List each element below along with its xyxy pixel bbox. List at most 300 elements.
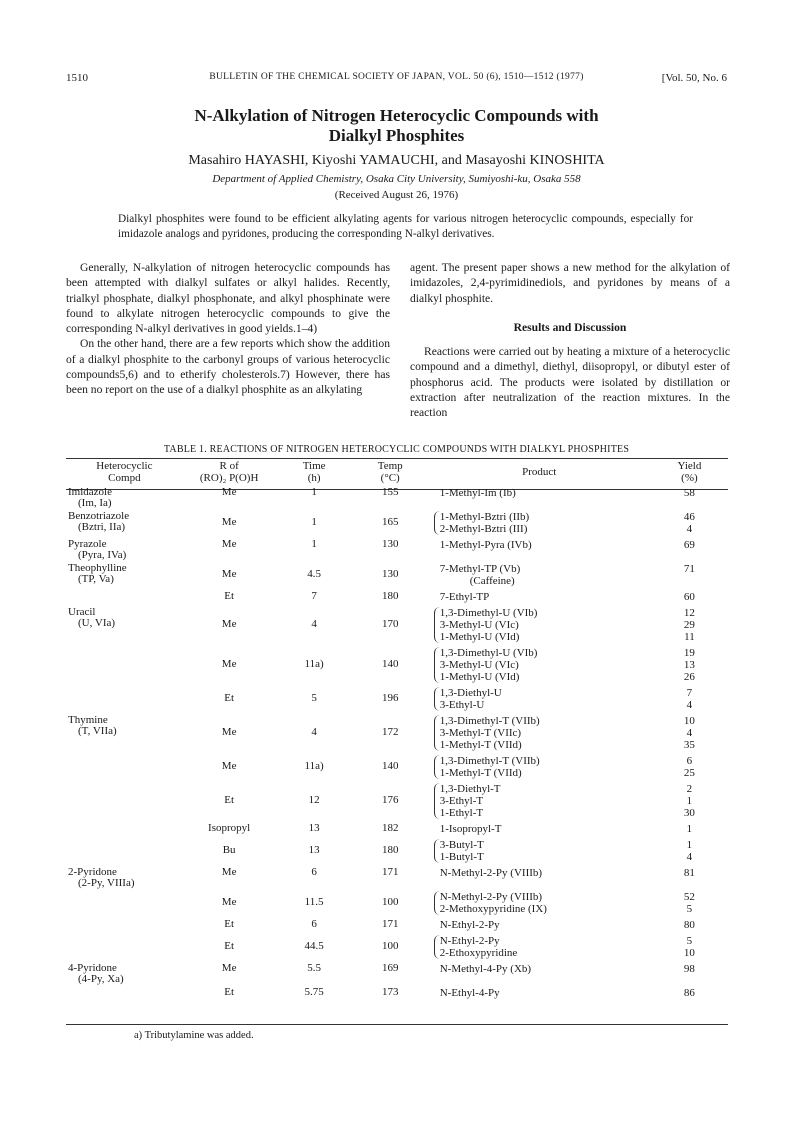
product-name: N-Ethyl-2-Py (439, 919, 500, 931)
yield-value: 35 (683, 739, 695, 751)
time-cell (276, 782, 353, 822)
product-cell (428, 606, 651, 646)
product-single (430, 823, 649, 835)
compound-cell (66, 962, 183, 986)
product-cell (428, 782, 651, 822)
paragraph: agent. The present paper shows a new method for the alkylation of imidazoles, 2,4-pyrimidinediols, and pyridones by means of a dialkyl phosphite. (410, 261, 730, 305)
yield-value: 4 (686, 727, 693, 739)
product-name: 1-Butyl-T (439, 851, 484, 863)
time-cell (276, 838, 353, 866)
r-group-value: Me (221, 538, 237, 550)
compound-cell (66, 782, 183, 822)
compound-abbrev: (Pyra, IVa) (78, 549, 127, 561)
product-name: 7-Ethyl-TP (439, 591, 490, 603)
product-cell (428, 866, 651, 890)
yield-value: 4 (686, 851, 693, 863)
table-header (66, 460, 728, 486)
product-name: 7-Methyl-TP (Vb) (439, 563, 521, 575)
yield-cell (651, 646, 728, 686)
compound-name: Benzotriazole (68, 510, 130, 522)
col-header-yield: Yield (%) (677, 460, 702, 484)
yield-value: 7 (686, 687, 693, 699)
time-value: 13 (308, 822, 320, 834)
temp-value: 100 (381, 896, 399, 908)
product-single (430, 563, 649, 587)
r-group-cell (183, 890, 276, 918)
r-group-value: Et (224, 794, 235, 806)
r-group-value: Et (224, 692, 235, 704)
product-cell (428, 918, 651, 934)
table-row (66, 822, 728, 838)
left-column (66, 260, 390, 398)
product-name: 1,3-Dimethyl-U (VIb) (439, 607, 538, 619)
temp-value: 140 (381, 760, 399, 772)
product-name: 3-Ethyl-T (439, 795, 484, 807)
col-header-product: Product (522, 466, 557, 478)
table-row (66, 590, 728, 606)
product-group (434, 687, 649, 711)
yield-value: 6 (686, 755, 693, 767)
product-single (430, 487, 649, 499)
r-group-cell (183, 866, 276, 890)
product-name: 1-Methyl-Bztri (IIb) (439, 511, 530, 523)
yield-value: 52 (683, 891, 695, 903)
temp-cell (353, 918, 428, 934)
r-group-cell (183, 918, 276, 934)
r-group-cell (183, 538, 276, 562)
time-cell (276, 890, 353, 918)
yield-value: 58 (683, 487, 695, 499)
compound-cell (66, 890, 183, 918)
yield-value: 5 (686, 935, 693, 947)
product-name: N-Methyl-2-Py (VIIIb) (439, 891, 543, 903)
product-name: 1-Methyl-T (VIId) (439, 739, 522, 751)
temp-value: 130 (381, 568, 399, 580)
product-group (434, 647, 649, 683)
temp-cell (353, 822, 428, 838)
product-group (434, 607, 649, 643)
product-name: 3-Methyl-T (VIIc) (439, 727, 522, 739)
yield-cell (651, 962, 728, 986)
table-row (66, 934, 728, 962)
reactions-table (66, 460, 728, 1002)
yield-value: 10 (683, 715, 695, 727)
time-cell (276, 686, 353, 714)
yield-cell (651, 562, 728, 590)
product-cell (428, 562, 651, 590)
time-value: 7 (311, 590, 317, 602)
compound-abbrev: (U, VIa) (78, 617, 116, 629)
time-value: 5.5 (307, 962, 321, 974)
yield-cell (651, 606, 728, 646)
table-caption: TABLE 1. REACTIONS OF NITROGEN HETEROCYCLIC COMPOUNDS WITH DIALKYL PHOSPHITES (163, 444, 630, 455)
temp-value: 170 (381, 618, 399, 630)
r-group-cell (183, 986, 276, 1002)
r-group-cell (183, 510, 276, 538)
r-group-cell (183, 714, 276, 754)
compound-abbrev: (Im, Ia) (78, 497, 112, 509)
temp-value: 176 (381, 794, 399, 806)
product-name: 1,3-Diethyl-T (439, 783, 501, 795)
yield-value: 2 (686, 783, 693, 795)
compound-cell (66, 918, 183, 934)
yield-value: 1 (686, 839, 693, 851)
temp-cell (353, 538, 428, 562)
yield-cell (651, 934, 728, 962)
temp-value: 196 (381, 692, 399, 704)
compound-cell (66, 714, 183, 754)
compound-cell (66, 838, 183, 866)
paragraph: Reactions were carried out by heating a mixture of a heterocyclic compound and a dimethyl, diethyl, diisopropyl, or dibutyl ester of phosphorus acid. The products were isolated by distillation or extraction after neutralization of the reaction mixtures. In the reaction (410, 345, 730, 420)
product-single (430, 591, 649, 603)
temp-cell (353, 486, 428, 510)
compound-cell (66, 866, 183, 890)
product-cell (428, 838, 651, 866)
compound-abbrev: (4-Py, Xa) (78, 973, 124, 985)
col-header-temp: Temp (°C) (377, 460, 403, 484)
journal-header: BULLETIN OF THE CHEMICAL SOCIETY OF JAPAN, VOL. 50 (6), 1510—1512 (1977) (209, 72, 584, 82)
yield-cell (651, 510, 728, 538)
r-group-value: Me (221, 618, 237, 630)
table-row (66, 838, 728, 866)
temp-value: 155 (381, 486, 399, 498)
table-row (66, 986, 728, 1002)
product-cell (428, 934, 651, 962)
r-group-cell (183, 562, 276, 590)
product-name: 3-Methyl-U (VIc) (439, 619, 519, 631)
yield-cell (651, 590, 728, 606)
yield-cell (651, 918, 728, 934)
r-group-value: Et (224, 918, 235, 930)
table-body (66, 486, 728, 1002)
time-cell (276, 562, 353, 590)
time-cell (276, 486, 353, 510)
temp-value: 172 (381, 726, 399, 738)
table-row (66, 486, 728, 510)
yield-cell (651, 866, 728, 890)
compound-cell (66, 510, 183, 538)
time-value: 4.5 (307, 568, 321, 580)
yield-value: 69 (683, 539, 695, 551)
product-cell (428, 646, 651, 686)
r-group-value: Isopropyl (208, 822, 251, 834)
compound-cell (66, 646, 183, 686)
yield-value: 81 (683, 867, 695, 879)
compound-cell (66, 562, 183, 590)
product-cell (428, 890, 651, 918)
table-row (66, 918, 728, 934)
product-name: N-Ethyl-2-Py (439, 935, 500, 947)
compound-name: Theophylline (68, 562, 127, 574)
abstract: Dialkyl phosphites were found to be efficient alkylating agents for various nitrogen heterocyclic compounds, especially for imidazole analogs and pyridones, producing the corresponding N-alkyl derivatives. (118, 213, 693, 240)
compound-cell (66, 822, 183, 838)
product-name: 1-Ethyl-T (439, 807, 484, 819)
table-row (66, 962, 728, 986)
product-name: 1,3-Dimethyl-U (VIb) (439, 647, 538, 659)
product-name: 1-Methyl-Im (Ib) (439, 487, 516, 499)
product-cell (428, 510, 651, 538)
yield-value: 26 (683, 671, 695, 683)
time-value: 44.5 (304, 940, 324, 952)
time-cell (276, 538, 353, 562)
compound-name: Uracil (68, 606, 96, 618)
authors: Masahiro HAYASHI, Kiyoshi YAMAUCHI, and Masayoshi KINOSHITA (188, 153, 605, 168)
table-row (66, 714, 728, 754)
table-row (66, 646, 728, 686)
time-value: 1 (311, 486, 317, 498)
product-group (434, 839, 649, 863)
time-value: 1 (311, 538, 317, 550)
table-row (66, 686, 728, 714)
article-title-line1: N-Alkylation of Nitrogen Heterocyclic Compounds with (194, 106, 599, 125)
time-value: 1 (311, 516, 317, 528)
compound-abbrev: (TP, Va) (78, 573, 114, 585)
time-value: 6 (311, 866, 317, 878)
temp-cell (353, 646, 428, 686)
product-name: (Caffeine) (469, 575, 515, 587)
time-value: 5 (311, 692, 317, 704)
product-name: 2-Methyl-Bztri (III) (439, 523, 528, 535)
temp-cell (353, 934, 428, 962)
temp-value: 130 (381, 538, 399, 550)
product-name: 1-Isopropyl-T (439, 823, 502, 835)
temp-value: 165 (381, 516, 399, 528)
time-cell (276, 918, 353, 934)
yield-value: 98 (683, 963, 695, 975)
product-group (434, 891, 649, 915)
table-row (66, 866, 728, 890)
product-name: N-Methyl-4-Py (Xb) (439, 963, 532, 975)
time-cell (276, 714, 353, 754)
time-cell (276, 646, 353, 686)
time-cell (276, 754, 353, 782)
product-cell (428, 754, 651, 782)
r-group-value: Et (224, 986, 235, 998)
compound-name: Pyrazole (68, 538, 107, 550)
product-group (434, 715, 649, 751)
table-row (66, 538, 728, 562)
temp-cell (353, 986, 428, 1002)
time-value: 6 (311, 918, 317, 930)
temp-value: 173 (381, 986, 399, 998)
compound-name: Thymine (68, 714, 108, 726)
compound-abbrev: (Bztri, IIa) (78, 521, 126, 533)
table-row (66, 754, 728, 782)
yield-cell (651, 838, 728, 866)
table-bottom-rule (66, 1024, 728, 1025)
time-cell (276, 590, 353, 606)
yield-value: 11 (684, 631, 695, 643)
compound-abbrev: (2-Py, VIIIa) (78, 877, 135, 889)
time-cell (276, 510, 353, 538)
r-group-cell (183, 934, 276, 962)
r-group-value: Me (221, 726, 237, 738)
r-group-value: Me (221, 760, 237, 772)
time-cell (276, 822, 353, 838)
table-row (66, 606, 728, 646)
product-cell (428, 714, 651, 754)
temp-cell (353, 562, 428, 590)
temp-value: 182 (381, 822, 399, 834)
col-header-r: R of (RO)₂ P(O)H (199, 460, 259, 484)
yield-cell (651, 714, 728, 754)
volume-header: [Vol. 50, No. 6 (661, 72, 727, 84)
yield-value: 25 (683, 767, 695, 779)
r-group-value: Me (221, 568, 237, 580)
temp-value: 171 (381, 866, 399, 878)
compound-cell (66, 986, 183, 1002)
yield-value: 30 (683, 807, 695, 819)
r-group-value: Me (221, 658, 237, 670)
product-name: 3-Butyl-T (439, 839, 484, 851)
r-group-cell (183, 962, 276, 986)
r-group-value: Et (224, 940, 235, 952)
temp-cell (353, 510, 428, 538)
product-name: N-Ethyl-4-Py (439, 987, 500, 999)
r-group-value: Et (224, 590, 235, 602)
time-value: 11a) (304, 658, 324, 670)
yield-value: 1 (686, 795, 693, 807)
yield-cell (651, 822, 728, 838)
right-column (410, 260, 730, 421)
time-value: 11a) (304, 760, 324, 772)
temp-cell (353, 782, 428, 822)
yield-value: 5 (686, 903, 693, 915)
yield-value: 86 (683, 987, 695, 999)
product-name: 3-Ethyl-U (439, 699, 485, 711)
temp-cell (353, 714, 428, 754)
yield-value: 1 (686, 823, 693, 835)
product-cell (428, 590, 651, 606)
product-single (430, 867, 649, 879)
r-group-cell (183, 754, 276, 782)
temp-value: 180 (381, 844, 399, 856)
yield-value: 60 (683, 591, 695, 603)
product-group (434, 935, 649, 959)
product-cell (428, 686, 651, 714)
product-cell (428, 822, 651, 838)
time-value: 4 (311, 618, 317, 630)
col-header-time: Time (h) (302, 460, 326, 484)
table-footnote: a) Tributylamine was added. (134, 1030, 254, 1041)
r-group-value: Me (221, 516, 237, 528)
compound-cell (66, 590, 183, 606)
product-name: 3-Methyl-U (VIc) (439, 659, 519, 671)
temp-value: 169 (381, 962, 399, 974)
yield-cell (651, 986, 728, 1002)
temp-cell (353, 866, 428, 890)
r-group-cell (183, 606, 276, 646)
temp-cell (353, 962, 428, 986)
compound-name: Imidazole (68, 486, 112, 498)
yield-cell (651, 890, 728, 918)
compound-cell (66, 934, 183, 962)
r-group-value: Bu (222, 844, 236, 856)
time-value: 12 (308, 794, 320, 806)
compound-cell (66, 754, 183, 782)
time-cell (276, 962, 353, 986)
yield-value: 19 (683, 647, 695, 659)
table-row (66, 890, 728, 918)
r-group-cell (183, 646, 276, 686)
time-cell (276, 986, 353, 1002)
section-heading: Results and Discussion (513, 320, 627, 334)
product-group (434, 755, 649, 779)
yield-value (653, 575, 726, 587)
r-group-cell (183, 838, 276, 866)
compound-cell (66, 486, 183, 510)
yield-cell (651, 538, 728, 562)
product-name: 2-Ethoxypyridine (439, 947, 518, 959)
product-name: 1-Methyl-Pyra (IVb) (439, 539, 532, 551)
yield-value: 71 (683, 563, 695, 575)
temp-cell (353, 754, 428, 782)
r-group-value: Me (221, 486, 237, 498)
r-group-value: Me (221, 962, 237, 974)
product-cell (428, 538, 651, 562)
yield-value: 80 (683, 919, 695, 931)
yield-value: 29 (683, 619, 695, 631)
r-group-value: Me (221, 896, 237, 908)
yield-cell (651, 782, 728, 822)
product-name: 1,3-Dimethyl-T (VIIb) (439, 755, 540, 767)
compound-name: 4-Pyridone (68, 962, 117, 974)
temp-cell (353, 686, 428, 714)
page-number: 1510 (66, 72, 88, 84)
received-date: (Received August 26, 1976) (334, 189, 459, 201)
temp-cell (353, 606, 428, 646)
product-single (430, 963, 649, 975)
r-group-cell (183, 782, 276, 822)
product-name: 1-Methyl-U (VId) (439, 631, 520, 643)
product-name: 1-Methyl-T (VIId) (439, 767, 522, 779)
product-cell (428, 486, 651, 510)
time-value: 5.75 (304, 986, 324, 998)
product-cell (428, 986, 651, 1002)
compound-cell (66, 686, 183, 714)
yield-value: 4 (686, 699, 693, 711)
paragraph: Generally, N-alkylation of nitrogen heterocyclic compounds has been attempted with dialkyl sulfates or alkyl halides. Recently, trialkyl phosphate, dialkyl phosphonate, and alkyl phosphinate were found to alkylate nitrogen heterocyclic compounds to give the corresponding N-alkyl derivatives in good yields.1–4) (66, 261, 390, 336)
product-single (430, 919, 649, 931)
product-single (430, 987, 649, 999)
temp-value: 140 (381, 658, 399, 670)
product-single (430, 539, 649, 551)
time-cell (276, 934, 353, 962)
compound-cell (66, 538, 183, 562)
r-group-cell (183, 590, 276, 606)
product-group (434, 783, 649, 819)
paragraph: On the other hand, there are a few reports which show the addition of a dialkyl phosphite to the carbonyl groups of various heterocyclic compounds5,6) and to etherify cholesterols.7) However, there has been no report on the use of a dialkyl phosphite as an alkylating (66, 337, 390, 397)
time-value: 11.5 (304, 896, 324, 908)
affiliation: Department of Applied Chemistry, Osaka City University, Sumiyoshi-ku, Osaka 558 (212, 173, 581, 185)
product-name: 1,3-Diethyl-U (439, 687, 502, 699)
time-value: 4 (311, 726, 317, 738)
table-row (66, 562, 728, 590)
r-group-cell (183, 686, 276, 714)
yield-cell (651, 486, 728, 510)
article-title-line2: Dialkyl Phosphites (328, 126, 465, 145)
table-row (66, 782, 728, 822)
time-cell (276, 606, 353, 646)
table-row (66, 510, 728, 538)
compound-cell (66, 606, 183, 646)
temp-value: 100 (381, 940, 399, 952)
product-name: 1,3-Dimethyl-T (VIIb) (439, 715, 540, 727)
compound-abbrev: (T, VIIa) (78, 725, 117, 737)
temp-cell (353, 838, 428, 866)
time-cell (276, 866, 353, 890)
temp-value: 180 (381, 590, 399, 602)
